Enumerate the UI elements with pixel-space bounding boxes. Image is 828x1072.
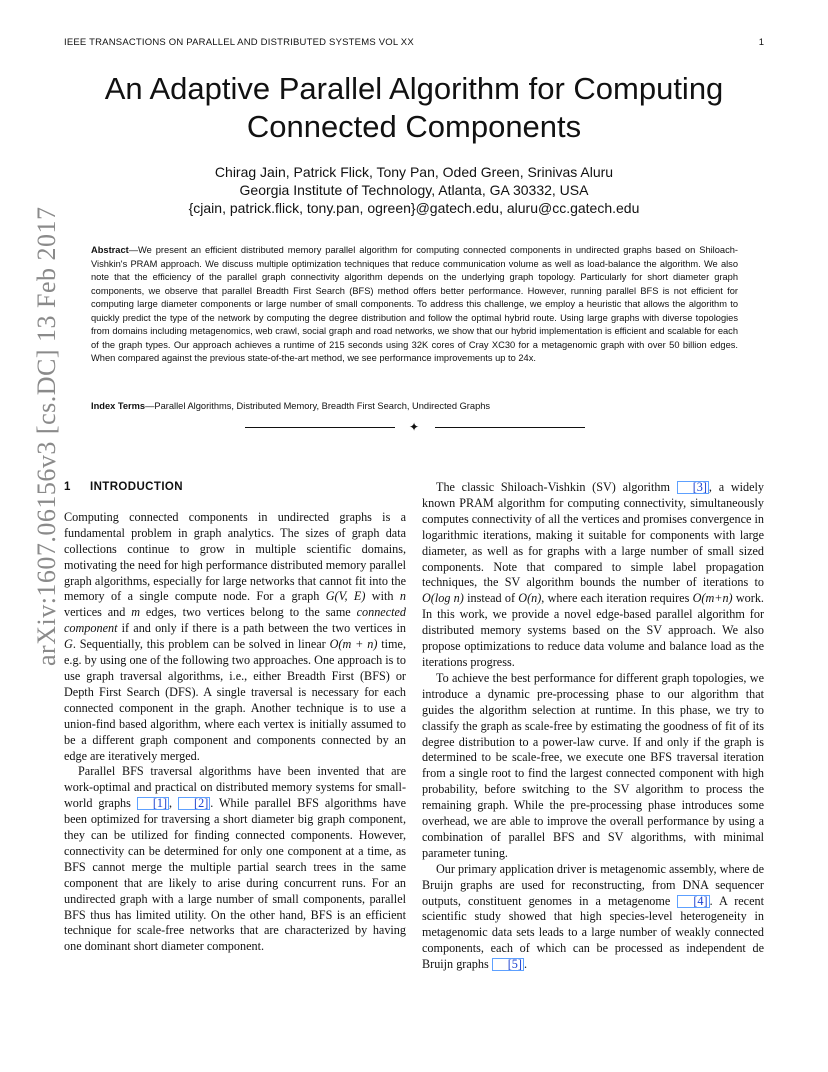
- text-run: The classic Shiloach-Vishkin (SV) algorithm: [436, 480, 677, 494]
- text-run: time, e.g. by using one of the following two approaches. One approach is to use graph traversal algorithms, i.e., either Breadth First (BFS) or Depth First Search (DFS). A single traversal is necessary for each connected component in the graph. Another technique is to use a union-find based algorithm, where each vertex is initially assumed to be a different graph component and components connected by an edge are iteratively merged.: [64, 637, 406, 763]
- italic-term: connected component: [64, 605, 406, 636]
- text-run: , a widely known PRAM algorithm for computing connectivity, simultaneously computes connectivity of all the vertices and promises convergence in logarithmic iterations, making it suitable for components with large diameter, as well as for graphs with a large number of small sized components. Note that compared to simple label propagation techniques, the SV algorithm bounds the number of iterations to: [422, 480, 764, 590]
- intro-paragraph-3: [422, 480, 764, 671]
- text-run: . Sequentially, this problem can be solved in linear: [72, 637, 330, 652]
- text-run: Computing connected components in undirected graphs is a fundamental problem in graph analytics. The sizes of graph data collections continue to grow in multiple scientific domains, motivating the need for high performance distributed memory parallel graph algorithms, especially for large networks that cannot fit into the memory of a single compute node. For a graph: [64, 509, 406, 604]
- math-expression: G(V, E): [325, 589, 366, 604]
- math-expression: G: [64, 637, 73, 652]
- math-expression: m: [131, 605, 141, 620]
- intro-paragraph-1: [64, 510, 406, 765]
- divider-diamond-icon: ✦: [409, 420, 420, 434]
- intro-paragraph-5: [422, 862, 764, 973]
- left-column: [64, 480, 406, 955]
- text-run: . A recent scientific study showed that high species-level heterogeneity in metagenomic data sets leads to a large number of weakly connected components, each of which can be processed as independent de Bruijn graphs: [422, 893, 764, 972]
- section-title: INTRODUCTION: [90, 481, 183, 493]
- citation-link[interactable]: [4]: [677, 895, 709, 908]
- math-expression: O(log n): [422, 591, 464, 606]
- arxiv-stamp-text: arXiv:1607.06156v3 [cs.DC] 13 Feb 2017: [32, 206, 61, 666]
- affiliation: Georgia Institute of Technology, Atlanta, GA 30332, USA: [239, 182, 589, 198]
- paper-title: [64, 70, 764, 146]
- text-run: instead of: [463, 591, 519, 606]
- author-block: [64, 163, 764, 217]
- text-run: edges, two vertices belong to the same: [140, 605, 357, 620]
- text-run: Parallel BFS traversal algorithms have been invented that are work-optimal and practical on distributed memory systems for small-world graphs: [64, 764, 406, 811]
- math-expression: O(m+n): [692, 591, 733, 606]
- index-terms-text: —Parallel Algorithms, Distributed Memory, Breadth First Search, Undirected Graphs: [145, 401, 491, 411]
- author-names: Chirag Jain, Patrick Flick, Tony Pan, Oded Green, Srinivas Aluru: [214, 164, 614, 180]
- text-run: . While parallel BFS algorithms have been optimized for traversing a short diameter big graph component, they can be utilized for finding connected components. However, connectivity can be determined for only one component at a time, as BFS cannot merge the multiple partial search trees in the same component that are likely to arise during concurrent runs. For an undirected graph with a large number of small components, parallel BFS thus has limited utility. On the other hand, BFS is an efficient technique for scale-free networks that are characterized by having one dominant short diameter component.: [64, 796, 406, 954]
- text-run: ,: [169, 796, 179, 811]
- text-run: .: [523, 957, 527, 972]
- journal-header: IEEE TRANSACTIONS ON PARALLEL AND DISTRIBUTED SYSTEMS VOL XX: [64, 37, 414, 48]
- right-column: [422, 480, 764, 973]
- text-run: work. In this work, we provide a novel edge-based parallel algorithm for distributed memory systems based on the SV approach. We also propose optimizations to reduce data volume and balance load as the iterations progress.: [422, 591, 764, 669]
- text-run: Our primary application driver is metagenomic assembly, where de Bruijn graphs are used for reconstructing, from DNA sequencer outputs, constituent genomes in a metagenome: [422, 861, 764, 908]
- math-expression: n: [399, 589, 406, 604]
- title-line-1: An Adaptive Parallel Algorithm for Computing: [104, 71, 724, 106]
- text-run: , where each iteration requires: [541, 591, 693, 606]
- text-run: vertices and: [64, 605, 132, 620]
- author-emails: {cjain, patrick.flick, tony.pan, ogreen}@gatech.edu, aluru@cc.gatech.edu: [188, 200, 640, 216]
- section-number: 1: [64, 481, 71, 493]
- intro-paragraph-4: To achieve the best performance for different graph topologies, we introduce a dynamic pre-processing phase to our algorithm that guides the algorithm selection at runtime. In this phase, we try to classify the graph as scale-free by estimating the goodness of fit of its degree distribution to a power-law curve. If and only if the graph is determined to be scale-free, we execute one BFS traversal iteration from a single root to find the largest connected component with high probability, before switching to the SV algorithm to process the remaining graph. While the pre-processing phase introduces some overhead, we are able to improve the overall performance by using a combination of parallel BFS and SV algorithms, with minimal parameter tuning.: [422, 670, 764, 860]
- title-line-2: Connected Components: [246, 109, 582, 144]
- intro-paragraph-2: [64, 764, 406, 955]
- math-expression: O(n): [518, 591, 542, 606]
- citation-link[interactable]: [5]: [492, 958, 524, 971]
- divider-line-left: [245, 427, 395, 428]
- section-divider: [245, 420, 585, 434]
- math-expression: O(m + n): [329, 637, 378, 652]
- page-number: 1: [758, 37, 764, 48]
- divider-line-right: [435, 427, 585, 428]
- abstract-label: Abstract: [91, 245, 129, 255]
- text-run: if and only if there is a path between the two vertices in: [117, 621, 406, 636]
- abstract-text: —We present an efficient distributed memory parallel algorithm for computing connected components in undirected graphs based on Shiloach-Vishkin's PRAM approach. We discuss multiple optimization techniques that reduce communication volume as well as load-balance the algorithm. We also note that the efficiency of the parallel graph connectivity algorithm depends on the underlying graph topology. Particularly for short diameter graph components, we observe that parallel Breadth First Search (BFS) method offers better performance. However, running parallel BFS is not efficient for computing large diameter components or large number of small components. To address this challenge, we employ a heuristic that allows the algorithm to quickly predict the type of the network by computing the degree distribution and follow the optimal hybrid route. Using large graphs with diverse topologies from domains including metagenomics, web crawl, social graph and road networks, we show that our hybrid implementation is efficient and scalable for each of the graph types. Our approach achieves a runtime of 215 seconds using 32K cores of Cray XC30 for a metagenomic graph with over 50 billion edges. When compared against the previous state-of-the-art method, we see performance improvements up to 24x.: [91, 245, 738, 363]
- index-terms-label: Index Terms: [91, 401, 146, 411]
- citation-link[interactable]: [2]: [178, 797, 210, 810]
- section-heading: [64, 480, 406, 496]
- index-terms: [91, 400, 738, 413]
- abstract: [91, 244, 738, 366]
- citation-link[interactable]: [1]: [137, 797, 169, 810]
- text-run: with: [365, 589, 400, 604]
- citation-link[interactable]: [3]: [677, 481, 709, 494]
